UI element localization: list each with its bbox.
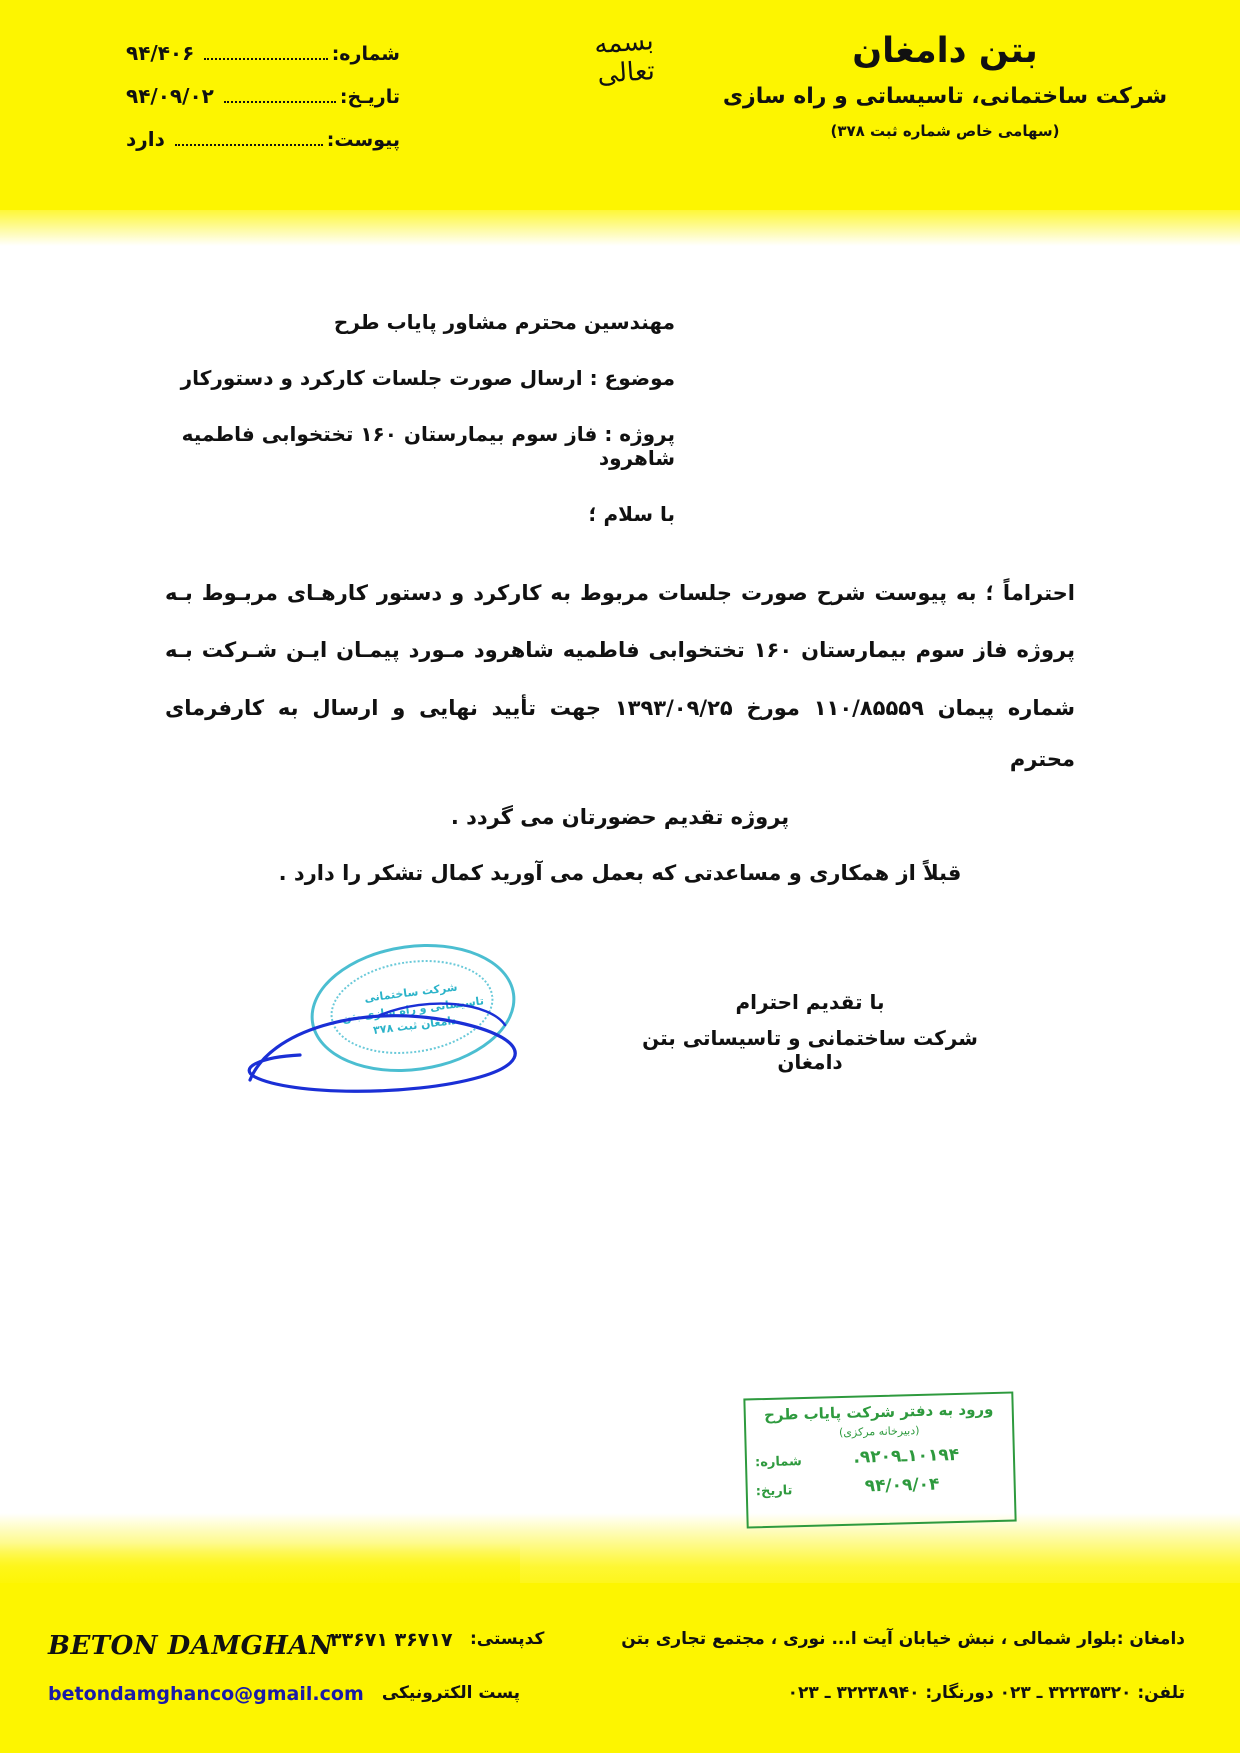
letter-meta-fields [120,38,400,167]
body-paragraph-1: احتراماً ؛ به پیوست شرح صورت جلسات مربوط به کارکرد و دستور کارهـای مربـوط بـه [165,581,1075,605]
signature-respect-line: با تقدیم احترام [735,990,885,1014]
meta-value-number: ۹۴/۴۰۶ [126,41,195,65]
project-line: پروژه : فاز سوم بیمارستان ۱۶۰ تختخوابی فاطمیه شاهرود [181,422,675,470]
reception-stamp-date-value: ۹۴/۰۹/۰۴ [864,1473,940,1496]
meta-dots-date [224,101,336,103]
company-identity [705,30,1185,140]
greeting-line: با سلام ؛ [588,502,675,526]
meta-label-number: شماره: [331,43,400,65]
footer-email-address[interactable]: betondamghanco@gmail.com [48,1683,364,1705]
meta-dots-number [204,58,327,60]
footer-address: دامغان :بلوار شمالی ، نبش خیابان آیت ا... نوری ، مجتمع تجاری بتن [621,1629,1185,1649]
footer-email-label: پست الکترونیکی [381,1683,520,1703]
meta-row-number [120,38,400,66]
reception-stamp-subtitle: (دبیرخانه مرکزی) [838,1423,920,1439]
body-paragraph-3: شماره پیمان ۱۱۰/۸۵۵۵۹ مورخ ۱۳۹۳/۰۹/۲۵ جهت تأیید نهایی و ارسال به کارفرمای محترم [165,695,1075,772]
highlight-band-bottom-left [0,1543,520,1603]
letter-footer [0,1603,1240,1753]
body-paragraph-2: پروژه فاز سوم بیمارستان ۱۶۰ تختخوابی فاطمیه شاهرود مـورد پیمـان ایـن شـرکت بـه [165,638,1075,663]
basmala-text: بسمه تعالی [593,26,656,90]
reception-stamp-number-label: شماره: [754,1453,802,1470]
meta-value-attachment: دارد [126,127,165,151]
company-subtitle: شرکت ساختمانی، تاسیساتی و راه سازی [722,83,1168,109]
meta-dots-attachment [175,144,323,146]
footer-telephone: تلفن: ۳۲۲۳۵۳۲۰ ـ ۰۲۳ دورنگار: ۳۲۲۳۸۹۴۰ ـ ۰۲۳ [787,1683,1185,1703]
meta-value-date: ۹۴/۰۹/۰۲ [126,84,214,108]
footer-postal-label: کدپستی: [470,1629,545,1649]
letterhead [0,0,1240,200]
handwritten-signature [230,985,610,1105]
meta-row-date [120,81,400,109]
meta-label-date: تاریـخ: [339,86,400,108]
body-paragraph-4: پروژه تقدیم حضورتان می گردد . [450,804,790,829]
company-stamp-blue [300,945,540,1085]
meta-label-attachment: پیوست: [326,129,400,151]
footer-brand-latin: BETON DAMGHAN [48,1631,334,1661]
reception-stamp-green [743,1391,1016,1528]
company-registration: (سهامی خاص شماره ثبت ۳۷۸) [830,122,1060,141]
closing-thanks: قبلاً از همکاری و مساعدتی که بعمل می آورید کمال تشکر را دارد . [278,861,962,886]
reception-stamp-title: ورود به دفتر شرکت پایاب طرح [763,1400,994,1425]
reception-stamp-number-value: ۱۰۱۹۴ـ۹۲۰۹. [853,1444,960,1468]
addressee-line: مهندسین محترم مشاور پایاب طرح [333,310,675,334]
footer-postal-value: ۳۶۷۱۷ ۳۳۶۷۱ [330,1629,453,1651]
reception-stamp-number-row [755,1443,1005,1470]
company-name: بتن دامغان [852,31,1038,71]
signature-block [630,990,990,1074]
stamp-text: شرکت ساختمانی تاسیساتی و راه سازی بتن دامغان ثبت ۳۷۸ [341,980,485,1037]
meta-row-attachment [120,124,400,152]
reception-stamp-date-label: تاریخ: [755,1482,793,1499]
subject-line: موضوع : ارسال صورت جلسات کارکرد و دستورکار [180,366,675,390]
reception-stamp-date-row [755,1472,1005,1499]
signature-company-line: شرکت ساختمانی و تاسیساتی بتن دامغان [642,1026,978,1074]
letter-body [165,310,1075,906]
